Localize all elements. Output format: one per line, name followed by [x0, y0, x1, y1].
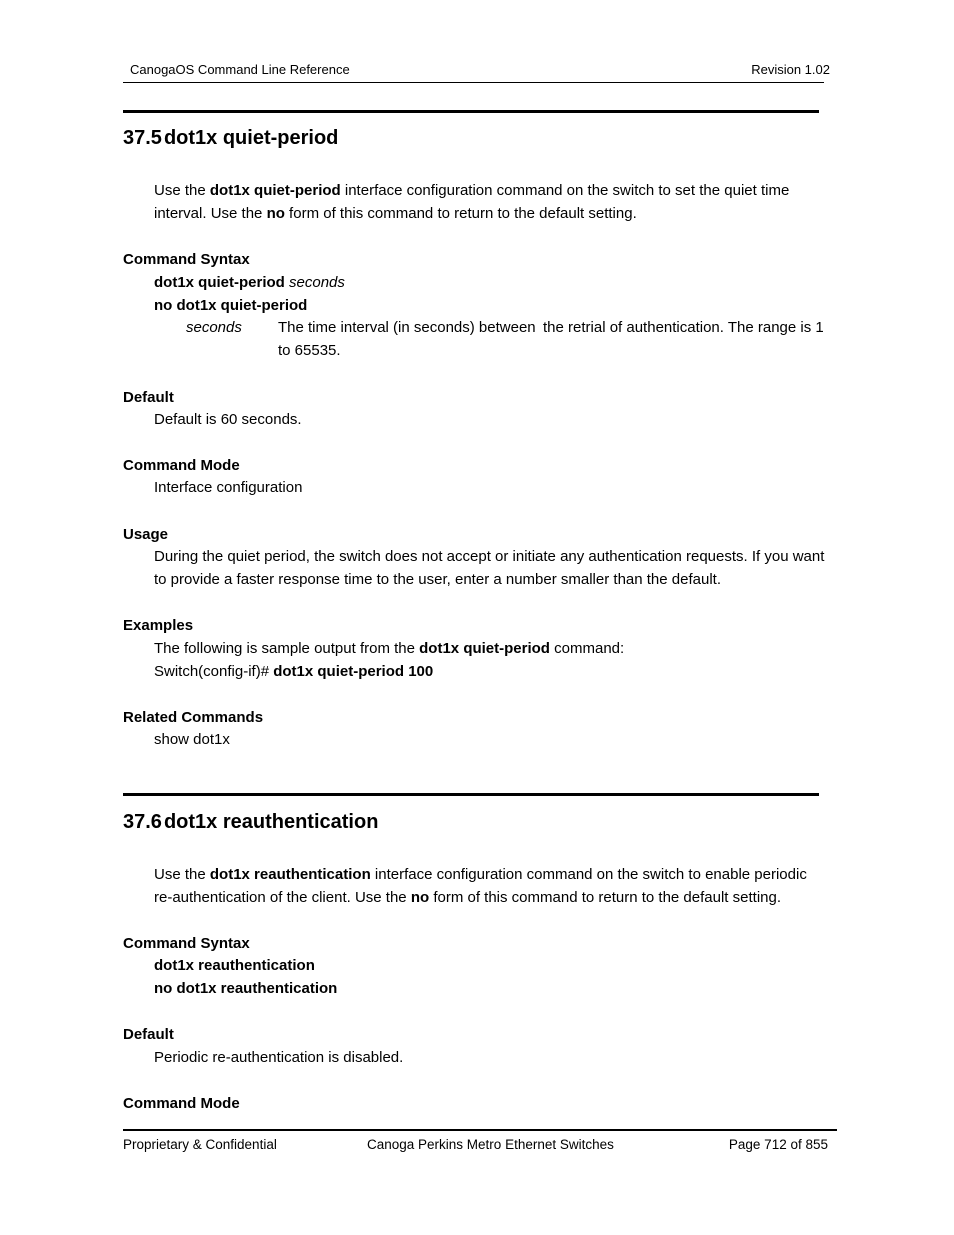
intro-line-1: Use the dot1x quiet-period interface configuration command on the switch to set the quiet time [154, 182, 790, 199]
related-commands-text: show dot1x [154, 731, 230, 748]
default-text: Periodic re-authentication is disabled. [154, 1049, 404, 1066]
param-desc-2: to 65535. [278, 342, 341, 359]
command-mode-label: Command Mode [123, 1095, 240, 1112]
command-mode-label: Command Mode [123, 457, 240, 474]
param-desc-1b: the retrial of authentication. The range is 1 [543, 319, 824, 336]
footer-product: Canoga Perkins Metro Ethernet Switches [367, 1137, 614, 1152]
related-commands-label: Related Commands [123, 709, 264, 726]
intro-line-2: re-authentication of the client. Use the no form of this command to return to the default setting. [154, 889, 781, 906]
usage-label: Usage [123, 526, 169, 543]
command-mode-text: Interface configuration [154, 479, 303, 496]
example-line-1: The following is sample output from the dot1x quiet-period command: [154, 640, 625, 657]
footer-page-number: Page 712 of 855 [728, 1137, 828, 1152]
header-title: CanogaOS Command Line Reference [130, 62, 350, 77]
param-desc-1a: The time interval (in seconds) between [278, 319, 536, 336]
usage-line-2: to provide a faster response time to the user, enter a number smaller than the default. [154, 571, 721, 588]
syntax-line-2: no dot1x quiet-period [154, 297, 308, 314]
intro-line-2: interval. Use the no form of this command to return to the default setting. [154, 205, 637, 222]
footer-confidential: Proprietary & Confidential [123, 1137, 277, 1152]
usage-line-1: During the quiet period, the switch does not accept or initiate any authentication requests. If you want [154, 548, 825, 565]
syntax-line-2: no dot1x reauthentication [154, 980, 338, 997]
intro-line-1: Use the dot1x reauthentication interface configuration command on the switch to enable periodic [154, 866, 807, 883]
examples-label: Examples [123, 617, 194, 634]
header-rule [123, 82, 824, 83]
param-name: seconds [186, 319, 242, 336]
default-label: Default [123, 1026, 174, 1043]
syntax-line-1: dot1x reauthentication [154, 957, 315, 974]
section-rule [123, 793, 819, 796]
section-rule [123, 110, 819, 113]
example-line-2: Switch(config-if)# dot1x quiet-period 100 [154, 663, 434, 680]
command-syntax-label: Command Syntax [123, 935, 250, 952]
default-text: Default is 60 seconds. [154, 411, 302, 428]
command-syntax-label: Command Syntax [123, 251, 250, 268]
section-heading: 37.5 dot1x quiet-period [123, 127, 339, 149]
section-heading: 37.6 dot1x reauthentication [123, 811, 379, 833]
default-label: Default [123, 389, 174, 406]
footer-rule [123, 1129, 837, 1131]
header-revision: Revision 1.02 [751, 62, 830, 77]
syntax-line-1: dot1x quiet-period seconds [154, 274, 345, 291]
